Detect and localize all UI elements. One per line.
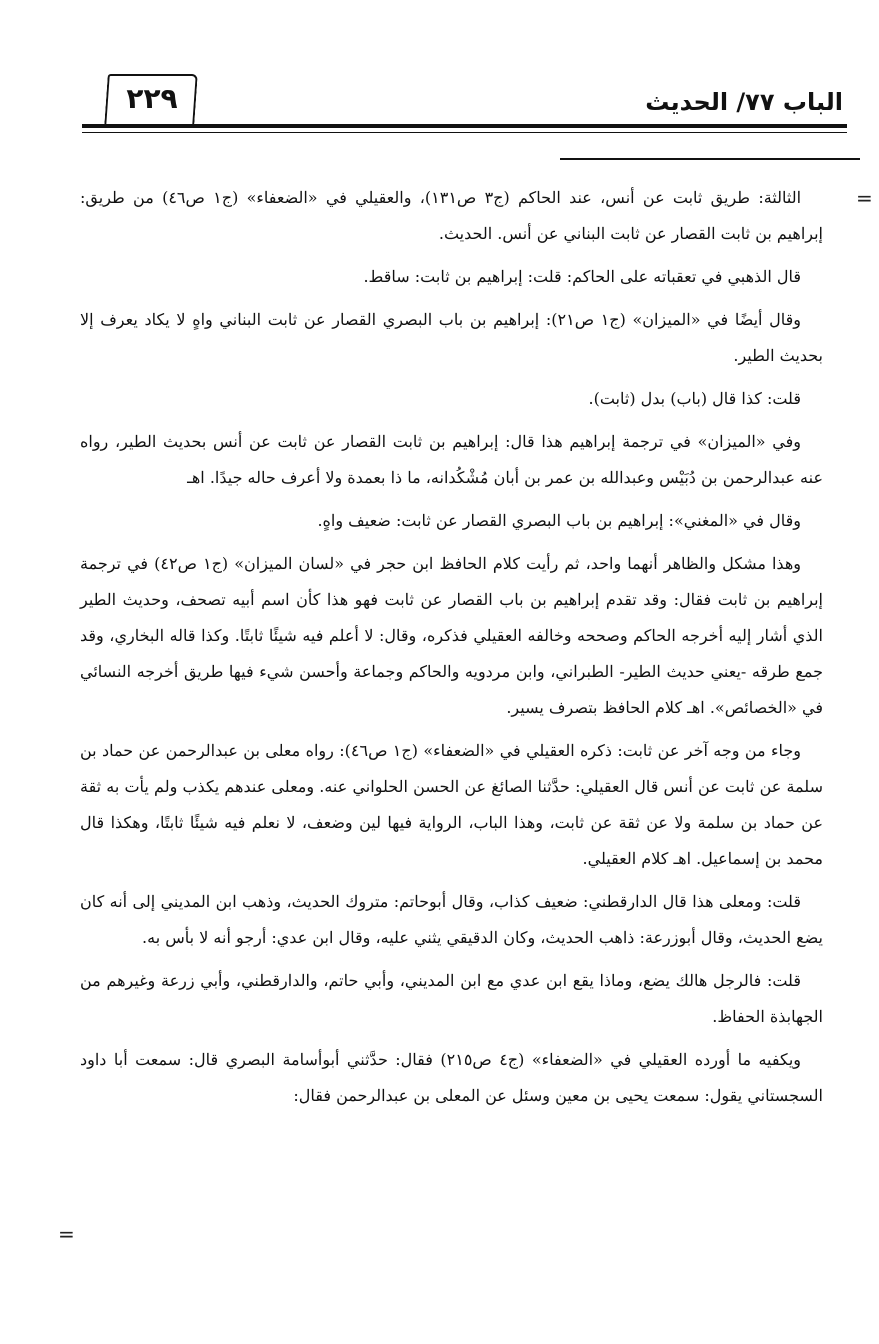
- paragraph-3: وقال أيضًا في «الميزان» (ج١ ص٢١): إبراهيم بن باب البصري القصار عن ثابت البناني واهٍ لا يكاد يعرف إلا بحديث الطير.: [80, 310, 823, 365]
- header-rule-thin: [82, 132, 847, 133]
- page-body: [80, 180, 823, 1121]
- chapter-title: الباب ٧٧/ الحديث: [645, 88, 843, 116]
- paragraph-7: وهذا مشكل والظاهر أنهما واحد، ثم رأيت كلام الحافظ ابن حجر في «لسان الميزان» (ج١ ص٤٢) في ترجمة إبراهيم بن ثابت فقال: وقد تقدم إبراهيم بن باب القصار عن ثابت فهو هذا كأن اسم أبيه تصحف، وحديث الطير الذي أشار إليه أخرجه الحاكم وصححه وخالفه العقيلي فذكره، وقال: لا أعلم فيه شيئًا ثابتًا. وكذا قاله البخاري، وقد جمع طرقه -يعني حديث الطير- الطبراني، وابن مردويه والحاكم وجماعة وأحسن شيء فيها طريق أخرجه النسائي في «الخصائص». اهـ كلام الحافظ بتصرف يسير.: [80, 554, 824, 717]
- paragraph-5: وفي «الميزان» في ترجمة إبراهيم هذا قال: إبراهيم بن ثابت القصار عن ثابت عن أنس بحديث الطير، رواه عنه عبدالرحمن بن دُبَيْس وعبدالله بن عمر بن أبان مُشْكُدانه، ما ذا بعمدة ولا أعرف حاله جيدًا. اهـ: [80, 432, 823, 487]
- header-rule-thick: [82, 124, 847, 128]
- paragraph-6: وقال في «المغني»: إبراهيم بن باب البصري القصار عن ثابت: ضعيف واهٍ.: [317, 511, 801, 530]
- page-number: ٢٢٩: [126, 82, 178, 115]
- paragraph-10: قلت: فالرجل هالك يضع، وماذا يقع ابن عدي مع ابن المديني، وأبي حاتم، والدارقطني، وأبي زرعة وغيرهم من الجهابذة الحفاظ.: [80, 971, 823, 1026]
- margin-mark-top: =: [856, 186, 873, 210]
- paragraph-11: ويكفيه ما أورده العقيلي في «الضعفاء» (ج٤ ص٢١٥) فقال: حدَّثني أبوأسامة البصري قال: سمعت أبا داود السجستاني يقول: سمعت يحيى بن معين وسئل عن المعلى بن عبدالرحمن فقال:: [80, 1050, 823, 1105]
- paragraph-9: قلت: ومعلى هذا قال الدارقطني: ضعيف كذاب، وقال أبوحاتم: متروك الحديث، وذهب ابن المديني إلى أنه كان يضع الحديث، وقال أبوزرعة: ذاهب الحديث، وكان الدقيقي يثني عليه، وقال ابن عدي: أرجو أنه لا بأس به.: [80, 892, 823, 947]
- paragraph-1: الثالثة: طريق ثابت عن أنس، عند الحاكم (ج٣ ص١٣١)، والعقيلي في «الضعفاء» (ج١ ص٤٦) من طريق: إبراهيم بن ثابت القصار عن ثابت البناني عن أنس. الحديث.: [80, 188, 823, 243]
- paragraph-8: وجاء من وجه آخر عن ثابت: ذكره العقيلي في «الضعفاء» (ج١ ص٤٦): رواه معلى بن عبدالرحمن عن حماد بن سلمة عن ثابت عن أنس قال العقيلي: حدَّثنا الصائغ عن الحسن الحلواني عنه. ومعلى عندهم يكذب ولم يأت به ثقة عن حماد بن سلمة ولا عن ثقة عن ثابت، وهذا الباب، الرواية فيها لين وضعف، لا نعلم فيه شيئًا ثابتًا، وهكذا قال محمد بن إسماعيل. اهـ كلام العقيلي.: [80, 741, 824, 868]
- paragraph-2: قال الذهبي في تعقباته على الحاكم: قلت: إبراهيم بن ثابت: ساقط.: [363, 267, 801, 286]
- margin-mark-bottom: =: [58, 1222, 75, 1246]
- section-divider: [560, 158, 860, 160]
- paragraph-4: قلت: كذا قال (باب) بدل (ثابت).: [588, 389, 801, 408]
- page-header: [82, 72, 847, 132]
